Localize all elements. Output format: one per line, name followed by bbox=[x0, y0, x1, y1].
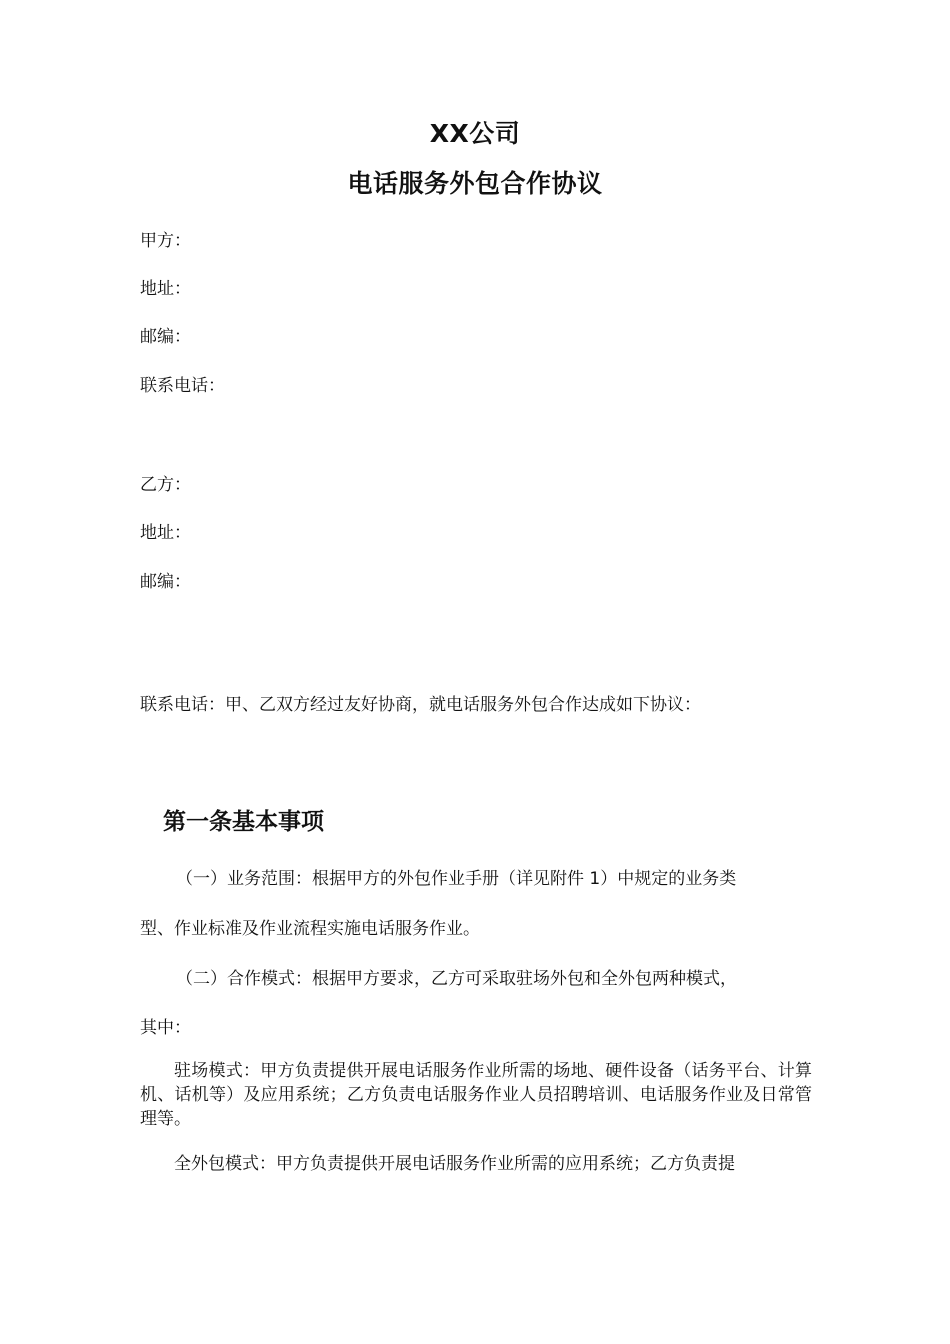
agreement-title: 电话服务外包合作协议 bbox=[347, 169, 603, 198]
mode-line-1: （二）合作模式：根据甲方要求，乙方可采取驻场外包和全外包两种模式， bbox=[176, 969, 737, 989]
full-outsourcing-paragraph: 全外包模式：甲方负责提供开展电话服务作业所需的应用系统；乙方负责提 bbox=[174, 1154, 735, 1174]
party-a-phone-label: 联系电话： bbox=[140, 376, 225, 396]
scope-line-2: 型、作业标准及作业流程实施电话服务作业。 bbox=[140, 919, 480, 939]
party-b-label: 乙方： bbox=[140, 475, 191, 495]
mode-line-2: 其中： bbox=[140, 1018, 191, 1038]
company-title: XX公司 bbox=[429, 119, 521, 148]
onsite-mode-paragraph: 驻场模式：甲方负责提供开展电话服务作业所需的场地、硬件设备（话务平台、计算机、话机等）及应用系统；乙方负责电话服务作业人员招聘培训、电话服务作业及日常管理等。 bbox=[140, 1061, 812, 1129]
scope-line-1: （一）业务范围：根据甲方的外包作业手册（详见附件 1）中规定的业务类 bbox=[176, 869, 737, 889]
section-heading: 第一条基本事项 bbox=[163, 809, 324, 835]
party-b-address-label: 地址： bbox=[140, 523, 191, 543]
intro-line: 联系电话：甲、乙双方经过友好协商，就电话服务外包合作达成如下协议： bbox=[140, 695, 701, 715]
party-a-postcode-label: 邮编： bbox=[140, 327, 191, 347]
party-a-address-label: 地址： bbox=[140, 279, 191, 299]
party-a-label: 甲方： bbox=[140, 231, 191, 251]
party-b-postcode-label: 邮编： bbox=[140, 572, 191, 592]
